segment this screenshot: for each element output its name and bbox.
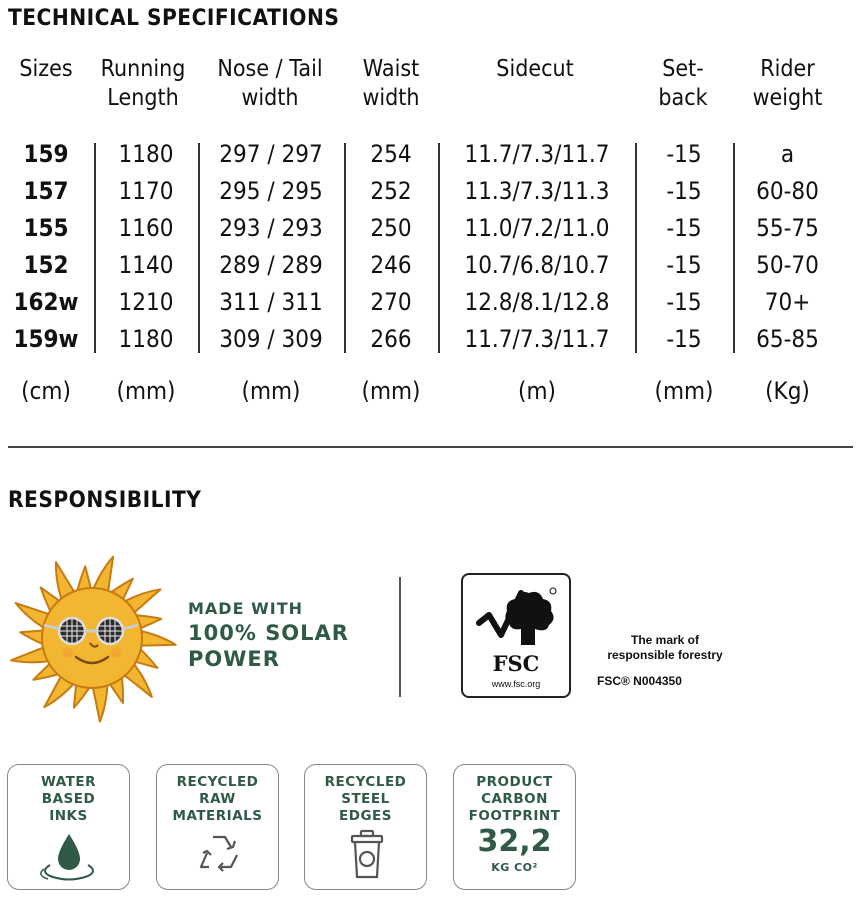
cell-nose-tail: 293 / 293 xyxy=(219,214,323,242)
fsc-tree-check-icon xyxy=(473,583,563,653)
water-drop-icon xyxy=(38,831,100,883)
header-line: Nose / Tail xyxy=(217,56,323,82)
cell-running-length: 1140 xyxy=(118,251,174,279)
cell-nose-tail: 295 / 295 xyxy=(219,177,323,205)
column-divider xyxy=(198,143,200,353)
header-line: weight xyxy=(752,85,823,111)
fsc-mark-line: The mark of xyxy=(630,633,699,647)
unit-setback: (mm) xyxy=(654,377,714,405)
badge-line: CARBON xyxy=(481,791,548,807)
cell-waist: 252 xyxy=(370,177,412,205)
carbon-unit: KG CO² xyxy=(491,861,538,874)
fsc-url: www.fsc.org xyxy=(491,679,541,689)
fsc-wordmark: FSC xyxy=(492,651,540,676)
cell-waist: 246 xyxy=(370,251,412,279)
cell-nose-tail: 297 / 297 xyxy=(219,140,323,168)
responsibility-title: RESPONSIBILITY xyxy=(8,488,202,513)
cell-size: 157 xyxy=(23,177,69,205)
badge-line: RECYCLED xyxy=(324,774,407,790)
fsc-logo xyxy=(461,573,571,698)
header-line: Set- xyxy=(662,56,704,82)
cell-nose-tail: 289 / 289 xyxy=(219,251,323,279)
column-divider xyxy=(94,143,96,353)
badge-line: PRODUCT xyxy=(476,774,553,790)
solar-line: POWER xyxy=(188,647,280,671)
cell-waist: 254 xyxy=(370,140,412,168)
cell-sidecut: 12.8/8.1/12.8 xyxy=(464,288,610,316)
cell-rider-weight: a xyxy=(780,140,795,168)
cell-running-length: 1180 xyxy=(118,325,174,353)
header-running-length xyxy=(97,55,189,113)
cell-size: 159w xyxy=(13,325,79,353)
cell-sidecut: 11.3/7.3/11.3 xyxy=(464,177,610,205)
unit-running-length: (mm) xyxy=(116,377,176,405)
solar-power-text xyxy=(188,598,349,672)
cell-rider-weight: 65-85 xyxy=(756,325,819,353)
recycle-icon xyxy=(193,831,245,879)
badge-line: BASED xyxy=(41,791,96,807)
header-line: width xyxy=(241,85,299,111)
cell-setback: -15 xyxy=(666,214,702,242)
cell-running-length: 1210 xyxy=(118,288,174,316)
cell-setback: -15 xyxy=(666,288,702,316)
cell-nose-tail: 311 / 311 xyxy=(219,288,323,316)
solar-line: 100% SOLAR xyxy=(188,621,349,645)
cell-running-length: 1160 xyxy=(118,214,174,242)
header-sidecut xyxy=(463,55,607,84)
header-waist xyxy=(352,55,429,113)
cell-sidecut: 10.7/6.8/10.7 xyxy=(464,251,610,279)
badge-line: EDGES xyxy=(339,808,392,824)
solar-line: MADE WITH xyxy=(188,599,303,618)
fsc-mark-text xyxy=(585,633,745,663)
cell-size: 152 xyxy=(23,251,69,279)
column-divider xyxy=(344,143,346,353)
section-divider xyxy=(8,446,853,448)
badge-line: RECYCLED xyxy=(176,774,259,790)
column-divider xyxy=(438,143,440,353)
badge-line: STEEL xyxy=(341,791,390,807)
header-line: Running xyxy=(100,56,186,82)
recycling-bin-icon xyxy=(349,829,385,881)
cell-setback: -15 xyxy=(666,251,702,279)
badge-recycled-raw-materials xyxy=(156,764,279,890)
header-line: Rider xyxy=(760,56,815,82)
cell-waist: 250 xyxy=(370,214,412,242)
header-line: Sidecut xyxy=(496,56,574,82)
header-sizes xyxy=(12,55,80,84)
header-line: back xyxy=(658,85,708,111)
cell-running-length: 1170 xyxy=(118,177,174,205)
column-divider xyxy=(635,143,637,353)
badge-line: WATER xyxy=(40,774,96,790)
header-rider-weight xyxy=(740,55,835,113)
cell-size: 155 xyxy=(23,214,69,242)
fsc-mark-line: responsible forestry xyxy=(607,648,723,662)
cell-nose-tail: 309 / 309 xyxy=(219,325,323,353)
unit-rider-weight: (Kg) xyxy=(765,377,810,405)
unit-waist: (mm) xyxy=(361,377,421,405)
cell-setback: -15 xyxy=(666,177,702,205)
badge-carbon-footprint xyxy=(453,764,576,890)
unit-sizes: (cm) xyxy=(21,377,71,405)
header-line: Waist xyxy=(362,56,420,82)
spec-title: TECHNICAL SPECIFICATIONS xyxy=(8,6,340,31)
badge-line: FOOTPRINT xyxy=(468,808,561,824)
cell-sidecut: 11.0/7.2/11.0 xyxy=(464,214,610,242)
column-divider xyxy=(733,143,735,353)
cell-size: 159 xyxy=(23,140,69,168)
cell-sidecut: 11.7/7.3/11.7 xyxy=(464,140,610,168)
badge-recycled-steel-edges xyxy=(304,764,427,890)
cell-setback: -15 xyxy=(666,325,702,353)
sun-ray xyxy=(137,630,175,646)
cell-waist: 270 xyxy=(370,288,412,316)
header-setback xyxy=(644,55,721,113)
badge-line: MATERIALS xyxy=(172,808,263,824)
badge-line: RAW xyxy=(199,791,236,807)
cell-rider-weight: 55-75 xyxy=(756,214,819,242)
cell-waist: 266 xyxy=(370,325,412,353)
unit-sidecut: (m) xyxy=(518,377,556,405)
carbon-value: 32,2 xyxy=(477,824,552,859)
cell-running-length: 1180 xyxy=(118,140,174,168)
header-line: Length xyxy=(107,85,179,111)
sun-logo-icon xyxy=(4,553,180,723)
cell-rider-weight: 50-70 xyxy=(756,251,819,279)
cell-sidecut: 11.7/7.3/11.7 xyxy=(464,325,610,353)
header-line: width xyxy=(362,85,420,111)
header-nose-tail xyxy=(207,55,333,113)
fsc-license-code: FSC® N004350 xyxy=(597,674,682,688)
badge-water-based-inks xyxy=(7,764,130,890)
logo-divider xyxy=(399,577,401,697)
header-line: Sizes xyxy=(19,56,73,82)
cell-size: 162w xyxy=(13,288,79,316)
cell-setback: -15 xyxy=(666,140,702,168)
cell-rider-weight: 60-80 xyxy=(756,177,819,205)
badge-line: INKS xyxy=(49,808,88,824)
cell-rider-weight: 70+ xyxy=(764,288,811,316)
unit-nose-tail: (mm) xyxy=(241,377,301,405)
